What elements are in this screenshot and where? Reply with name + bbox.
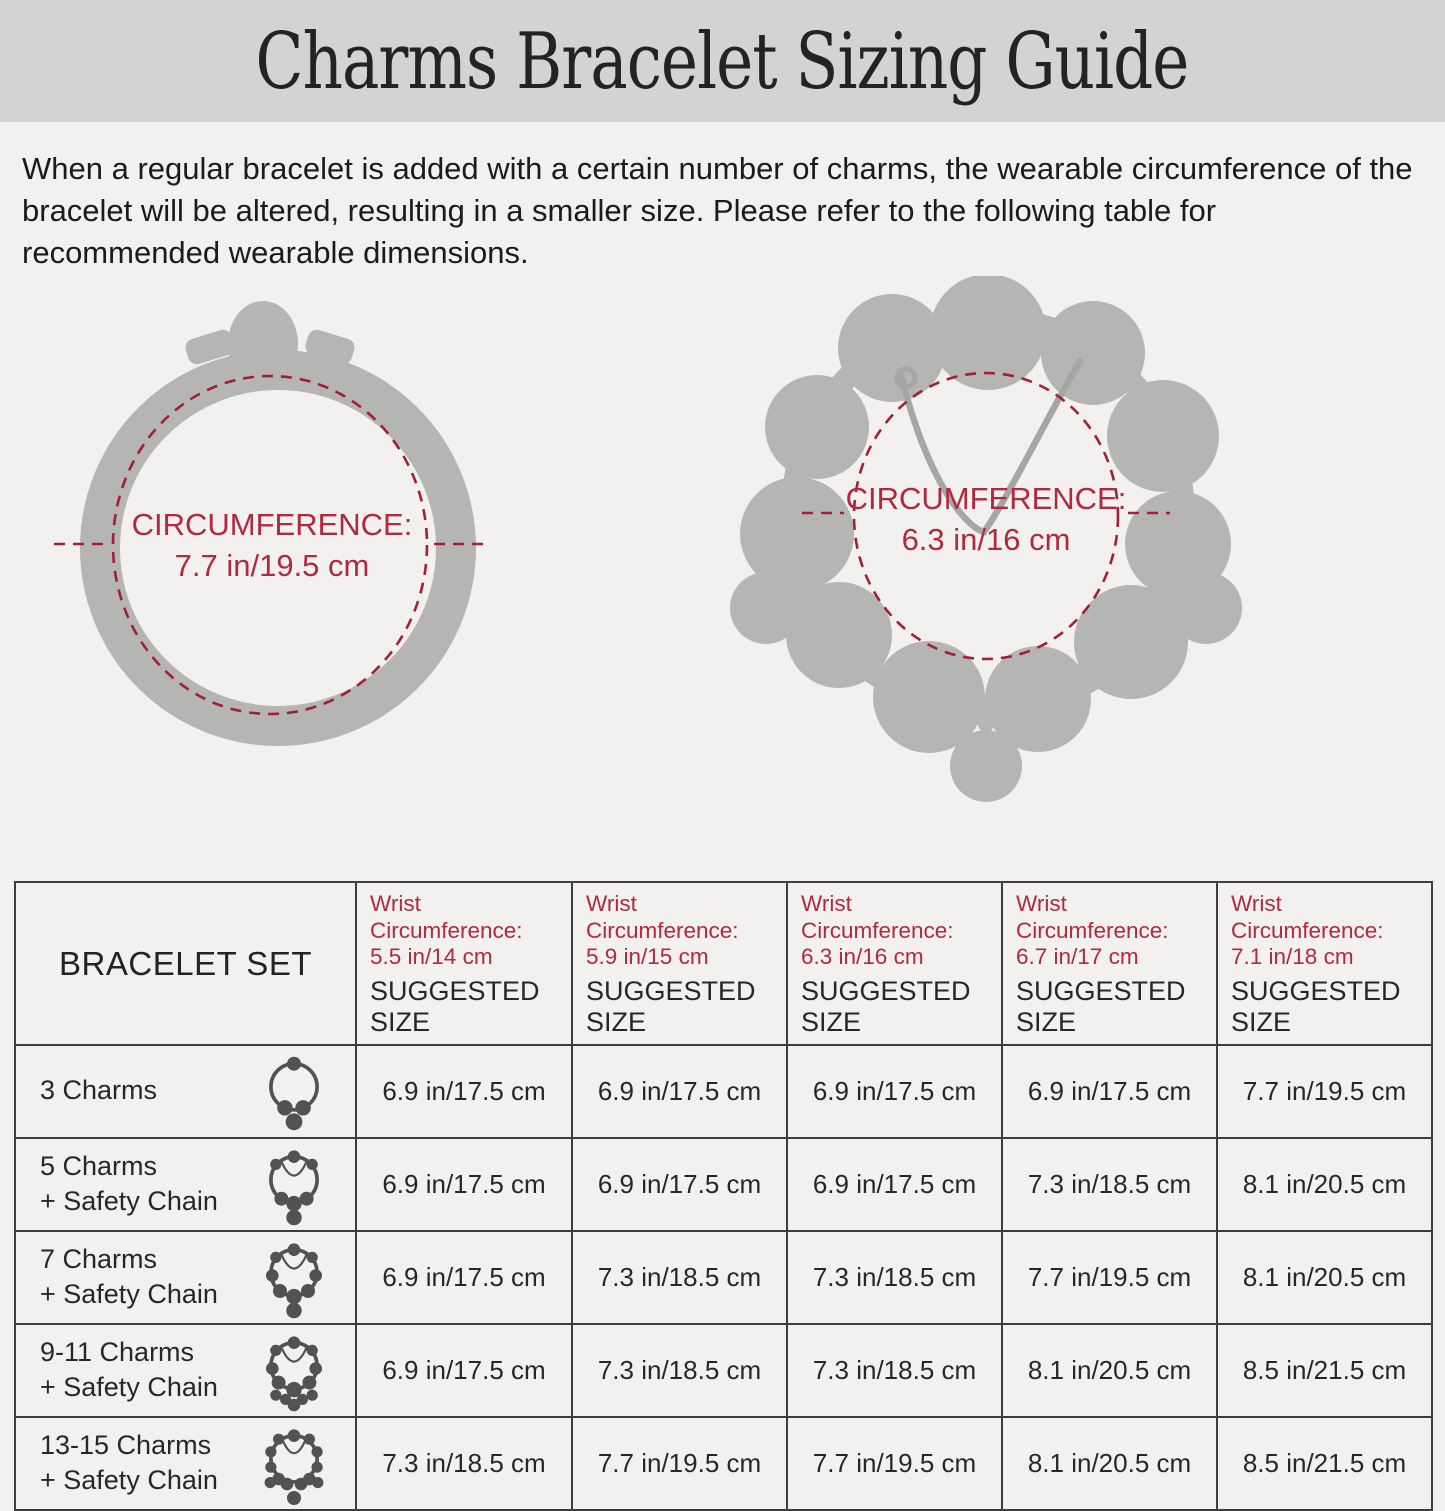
wrist-circumference-value: 7.1 in/18 cm <box>1231 943 1354 969</box>
size-value: 6.9 in/17.5 cm <box>356 1324 572 1417</box>
size-value: 7.7 in/19.5 cm <box>1217 1045 1432 1138</box>
row-label-line2: + Safety Chain <box>40 1279 218 1310</box>
diagrams-section <box>0 276 1445 873</box>
bracelet-icon-5-charms-safety-chain <box>263 1142 325 1226</box>
size-value: 7.3 in/18.5 cm <box>787 1231 1002 1324</box>
size-value: 8.1 in/20.5 cm <box>1217 1138 1432 1231</box>
header-row <box>15 882 1432 1044</box>
row-label: 9-11 Charms <box>40 1336 195 1367</box>
row-label: 3 Charms <box>40 1075 158 1106</box>
charms-bracelet-diagram <box>718 276 1430 873</box>
bracelet-set-header: BRACELET SET <box>15 882 356 1044</box>
row-label: 7 Charms <box>40 1243 158 1274</box>
column-header-4 <box>1002 882 1217 1044</box>
circumference-label: CIRCUMFERENCE: <box>131 507 413 543</box>
row-label-cell <box>15 1045 356 1138</box>
size-value: 7.7 in/19.5 cm <box>572 1417 787 1510</box>
row-label-line2: + Safety Chain <box>40 1186 218 1217</box>
suggested-size-label: SUGGESTED SIZE <box>370 975 540 1037</box>
size-value: 8.1 in/20.5 cm <box>1217 1231 1432 1324</box>
size-value: 7.3 in/18.5 cm <box>356 1417 572 1510</box>
size-value: 8.5 in/21.5 cm <box>1217 1324 1432 1417</box>
column-header-3 <box>787 882 1002 1044</box>
size-value: 8.1 in/20.5 cm <box>1002 1417 1217 1510</box>
sizing-table <box>14 881 1433 1510</box>
wrist-circumference-label: Wrist Circumference: <box>801 891 954 943</box>
row-label-cell <box>15 1324 356 1417</box>
table-row <box>15 1231 1432 1324</box>
bracelet-icon-7-charms-safety-chain <box>263 1235 325 1319</box>
size-value: 6.9 in/17.5 cm <box>572 1045 787 1138</box>
row-label-line2: + Safety Chain <box>40 1372 218 1403</box>
intro-text: When a regular bracelet is added with a certain number of charms, the wearable circumference of the bracelet will be altered, resulting in a smaller size. Please refer to the following table for recommended wearable dimensions. <box>22 151 1413 271</box>
column-header-2 <box>572 882 787 1044</box>
row-label-cell <box>15 1138 356 1231</box>
circumference-value: 7.7 in/19.5 cm <box>174 548 370 584</box>
bracelet-icon-13-15-charms-safety-chain <box>263 1421 325 1505</box>
column-header-1 <box>356 882 572 1044</box>
size-value: 6.9 in/17.5 cm <box>356 1045 572 1138</box>
row-label: 13-15 Charms <box>40 1429 212 1460</box>
size-value: 7.7 in/19.5 cm <box>787 1417 1002 1510</box>
bracelet-icon-9-11-charms-safety-chain <box>263 1328 325 1412</box>
size-value: 6.9 in/17.5 cm <box>356 1138 572 1231</box>
size-value: 7.3 in/18.5 cm <box>572 1231 787 1324</box>
size-value: 7.3 in/18.5 cm <box>787 1324 1002 1417</box>
wrist-circumference-label: Wrist Circumference: <box>586 891 739 943</box>
suggested-size-label: SUGGESTED SIZE <box>801 975 971 1037</box>
wrist-circumference-value: 6.3 in/16 cm <box>801 943 924 969</box>
bracelet-icon-3-charms <box>263 1049 325 1133</box>
size-value: 6.9 in/17.5 cm <box>787 1045 1002 1138</box>
plain-bracelet-diagram <box>0 276 700 873</box>
table-row <box>15 1417 1432 1510</box>
row-label-line2: + Safety Chain <box>40 1465 218 1496</box>
circumference-value: 6.3 in/16 cm <box>901 522 1071 558</box>
size-value: 7.3 in/18.5 cm <box>1002 1138 1217 1231</box>
wrist-circumference-value: 5.9 in/15 cm <box>586 943 709 969</box>
circumference-label: CIRCUMFERENCE: <box>845 481 1127 517</box>
suggested-size-label: SUGGESTED SIZE <box>586 975 756 1037</box>
page-title: Charms Bracelet Sizing Guide <box>256 15 1189 107</box>
size-value: 6.9 in/17.5 cm <box>572 1138 787 1231</box>
row-label-cell <box>15 1231 356 1324</box>
row-label: 5 Charms <box>40 1150 158 1181</box>
size-value: 7.7 in/19.5 cm <box>1002 1231 1217 1324</box>
size-value: 6.9 in/17.5 cm <box>1002 1045 1217 1138</box>
column-header-5 <box>1217 882 1432 1044</box>
title-banner <box>0 0 1445 122</box>
table-row <box>15 1045 1432 1138</box>
table-row <box>15 1324 1432 1417</box>
wrist-circumference-value: 5.5 in/14 cm <box>370 943 493 969</box>
suggested-size-label: SUGGESTED SIZE <box>1231 975 1401 1037</box>
size-value: 8.1 in/20.5 cm <box>1002 1324 1217 1417</box>
wrist-circumference-value: 6.7 in/17 cm <box>1016 943 1139 969</box>
size-value: 7.3 in/18.5 cm <box>572 1324 787 1417</box>
size-value: 6.9 in/17.5 cm <box>787 1138 1002 1231</box>
wrist-circumference-label: Wrist Circumference: <box>1231 891 1384 943</box>
table-row <box>15 1138 1432 1231</box>
row-label-cell <box>15 1417 356 1510</box>
size-value: 8.5 in/21.5 cm <box>1217 1417 1432 1510</box>
suggested-size-label: SUGGESTED SIZE <box>1016 975 1186 1037</box>
size-value: 6.9 in/17.5 cm <box>356 1231 572 1324</box>
wrist-circumference-label: Wrist Circumference: <box>1016 891 1169 943</box>
wrist-circumference-label: Wrist Circumference: <box>370 891 523 943</box>
